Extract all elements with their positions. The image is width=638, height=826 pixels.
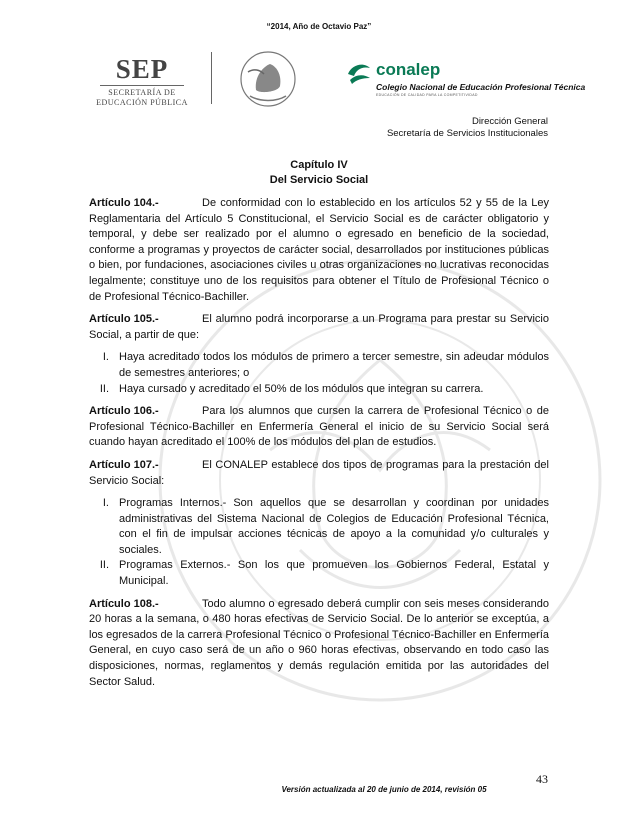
list-text: Haya acreditado todos los módulos de primero a tercer semestre, sin adeudar módulos de semestres anteriores; o — [119, 351, 549, 379]
chapter-title: Del Servicio Social — [269, 174, 369, 186]
list-item — [89, 558, 549, 589]
sep-logo-text: SEP — [115, 54, 169, 84]
conalep-tagline: EDUCACIÓN DE CALIDAD PARA LA COMPETITIVIDAD — [376, 93, 478, 97]
article-107 — [89, 458, 549, 489]
sep-subtitle-2: EDUCACIÓN PÚBLICA — [96, 98, 188, 107]
motto-line: “2014, Año de Octavio Paz” — [266, 22, 372, 31]
list-number: I. — [102, 497, 109, 510]
sep-logo — [92, 56, 192, 108]
list-item — [89, 350, 549, 381]
article-108 — [89, 597, 549, 691]
list-number: I. — [102, 351, 109, 364]
list-text: Programas Externos.- Son los que promueven los Gobiernos Federal, Estatal y Municipal. — [119, 559, 549, 588]
dept-line-2: Secretaría de Servicios Institucionales — [386, 128, 548, 139]
article-text: De conformidad con lo establecido en los artículos 52 y 55 de la Ley Reglamentaria del Artículo 5 Constitucional, el Servicio Social es de carácter obligatorio y temporal, y debe ser realizado por el alumno o egresado en beneficio de la sociedad, conforme a programas y proyectos de carácter social, desarrollados por instituciones públicas o bien, por fundaciones, asociaciones civiles u otras organizaciones no lucrativas reconocidas legalmente; constituye uno de los requisitos para obtener el Título de Profesional Técnico o de Profesional Técnico-Bachiller. — [89, 197, 549, 303]
list-item — [89, 496, 549, 558]
sep-subtitle-1: SECRETARÍA DE — [108, 88, 176, 97]
list-number: II. — [99, 559, 109, 572]
article-104 — [89, 196, 549, 305]
article-text: Para los alumnos que cursen la carrera de Profesional Técnico o de Profesional Técnico-Bachiller en Enfermería General el inicio de su Servicio Social será cuando hayan acreditado el 100% de los módulos del plan de estudios. — [89, 405, 549, 449]
conalep-swirl-icon — [346, 62, 372, 84]
article-label: Artículo 106.- — [89, 405, 159, 418]
dept-line-1: Dirección General — [471, 116, 548, 127]
header-divider — [211, 52, 212, 104]
chapter-heading — [0, 158, 638, 188]
chapter-number: Capítulo IV — [290, 159, 348, 171]
document-body — [89, 196, 549, 697]
article-105-list — [89, 350, 549, 397]
article-105 — [89, 312, 549, 343]
conalep-full-name: Colegio Nacional de Educación Profesional Técnica — [376, 82, 586, 92]
list-number: II. — [99, 382, 109, 395]
article-text: El alumno podrá incorporarse a un Programa para prestar su Servicio Social, a partir de que: — [89, 313, 549, 341]
article-label: Artículo 107.- — [89, 458, 159, 471]
page-number: 43 — [536, 772, 548, 786]
article-label: Artículo 105.- — [89, 313, 159, 326]
article-text: Todo alumno o egresado deberá cumplir con seis meses considerando 20 horas a la semana, o 480 horas efectivas de Servicio Social. De lo anterior se exceptúa, a los egresados de la carrera Profesional Técnico o Profesional Técnico-Bachiller en Enfermería General, en cuyo caso será de un año o 960 horas efectivas, observando en todo caso las disposiciones, normas, reglamentos y demás regulación emitida por las autoridades del Sector Salud. — [89, 597, 549, 688]
version-footer: Versión actualizada al 20 de junio de 2014, revisión 05 — [281, 785, 487, 794]
list-item — [89, 382, 549, 398]
article-107-list — [89, 496, 549, 590]
article-106 — [89, 404, 549, 451]
article-text: El CONALEP establece dos tipos de programas para la prestación del Servicio Social: — [89, 458, 549, 487]
list-text: Haya cursado y acreditado el 50% de los módulos que integran su carrera. — [119, 382, 484, 395]
sep-divider — [100, 85, 184, 86]
list-text: Programas Internos.- Son aquellos que se desarrollan y coordinan por unidades administrativas del Sistema Nacional de Colegios de Educación Profesional Técnica, con el fin de impulsar acciones técnicas de apoyo a la comunidad y/o culturales y sociales. — [119, 497, 549, 556]
mexico-eagle-emblem-icon — [220, 50, 316, 108]
conalep-name: conalep — [376, 60, 441, 79]
department-block — [387, 116, 548, 140]
article-label: Artículo 104.- — [89, 197, 159, 209]
article-label: Artículo 108.- — [89, 597, 159, 610]
